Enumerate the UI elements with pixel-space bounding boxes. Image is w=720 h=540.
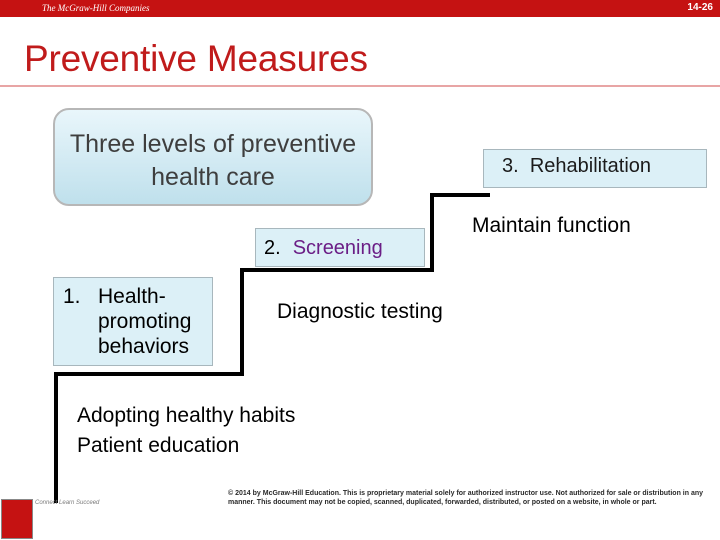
health-promoting-description xyxy=(77,401,295,461)
level-3-number: 3. xyxy=(502,155,519,177)
level-1-label: Health-promoting behaviors xyxy=(98,285,192,358)
description-line: Patient education xyxy=(77,434,240,457)
level-2-label: Screening xyxy=(292,237,383,259)
level-2-number: 2. xyxy=(264,237,281,259)
publisher-logo xyxy=(1,499,33,539)
copyright-notice: © 2014 by McGraw-Hill Education. This is proprietary material solely for authorized instructor use. Not authorized for sale or distribution in any manner. This document may not be copied, scanned, duplicated, forwarded, distributed, or posted on a website, in whole or part. xyxy=(228,490,704,506)
level-1-box xyxy=(53,277,213,366)
slide-title: Preventive Measures xyxy=(24,38,368,79)
intro-callout: Three levels of preventive health care xyxy=(53,108,373,206)
level-3-box xyxy=(483,149,707,188)
stair-riser-3 xyxy=(430,193,434,272)
stair-tread-2 xyxy=(240,268,434,272)
stair-tread-3 xyxy=(430,193,490,197)
title-divider xyxy=(0,85,720,87)
level-2-box xyxy=(255,228,425,267)
logo-tagline: Connect Learn Succeed xyxy=(35,500,100,506)
stair-riser-1 xyxy=(54,372,58,503)
page-number: 14-26 xyxy=(687,2,713,13)
brand-label: The McGraw-Hill Companies xyxy=(42,3,150,13)
stair-tread-1 xyxy=(54,372,244,376)
header-bar xyxy=(0,0,720,17)
level-1-number: 1. xyxy=(63,285,81,308)
rehabilitation-description: Maintain function xyxy=(472,214,631,237)
stair-riser-2 xyxy=(240,268,244,376)
screening-description: Diagnostic testing xyxy=(277,300,443,323)
level-3-label: Rehabilitation xyxy=(529,155,652,177)
description-line: Adopting healthy habits xyxy=(77,404,296,427)
